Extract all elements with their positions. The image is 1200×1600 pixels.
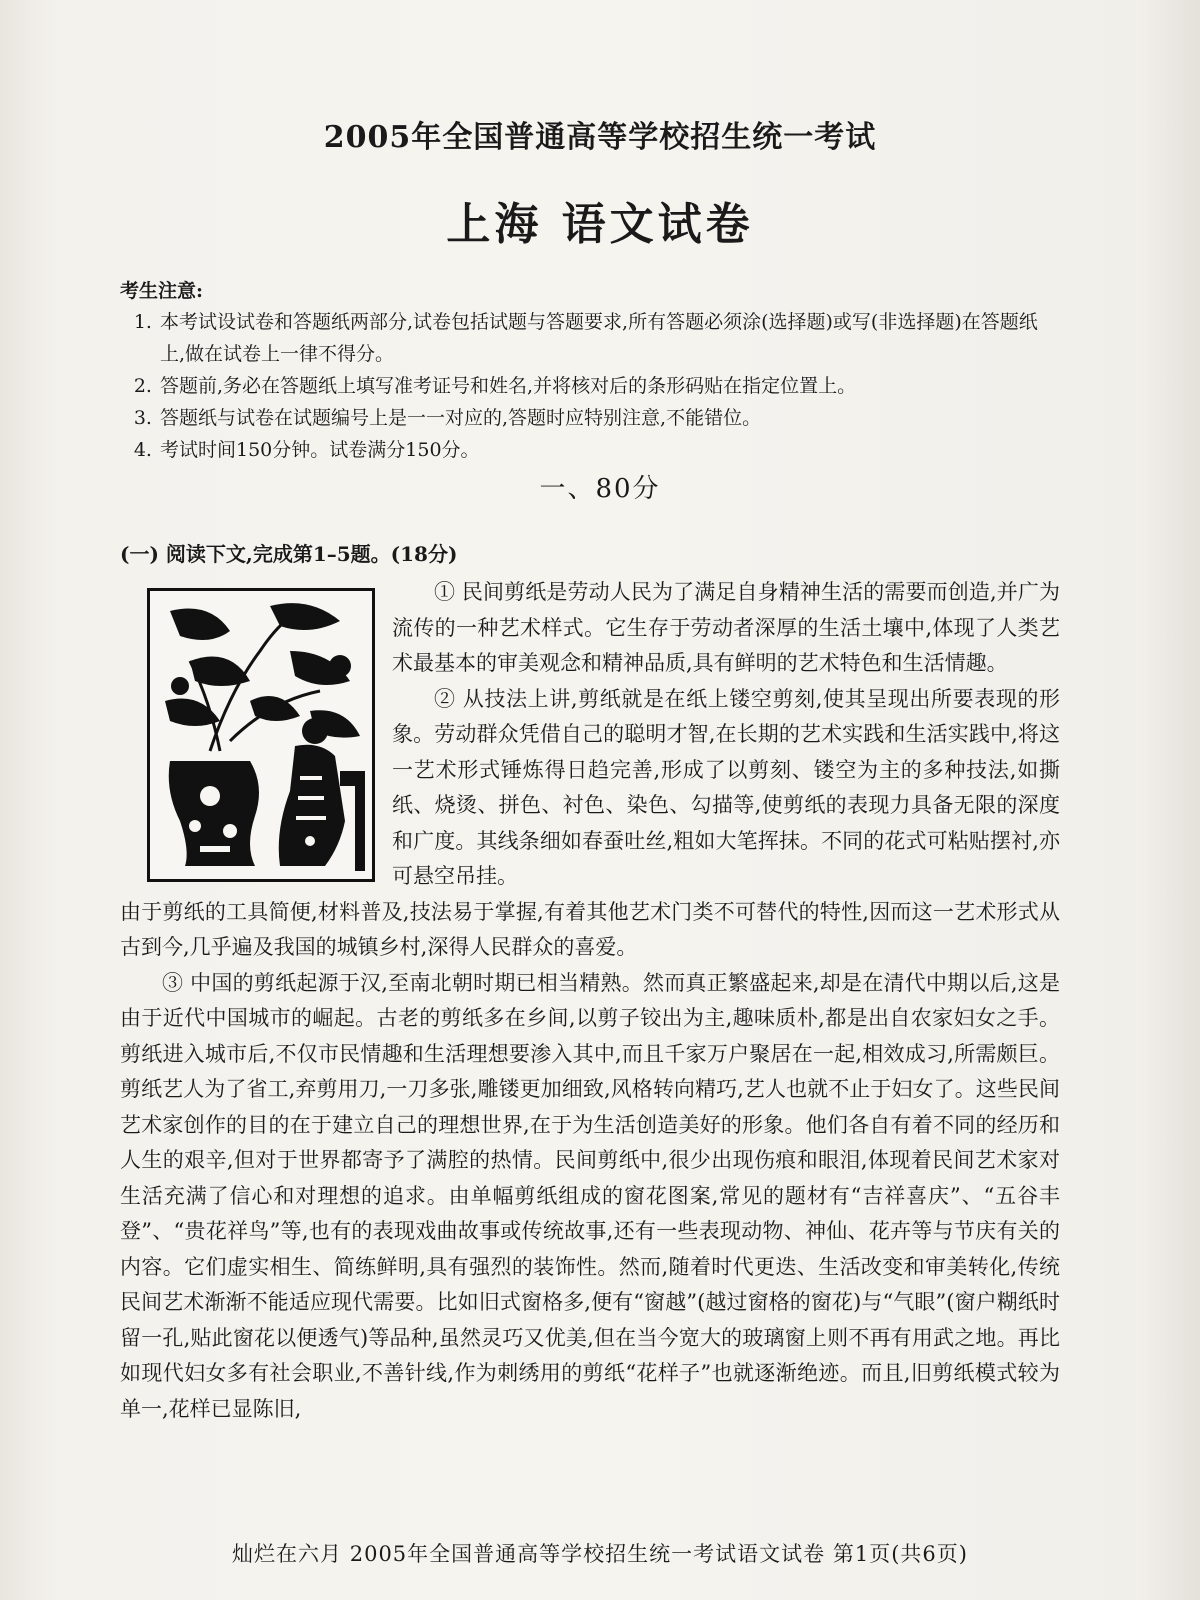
passage-wrap-block	[392, 575, 1060, 895]
notice-block	[120, 284, 1050, 466]
notice-heading: 考生注意:	[120, 280, 204, 302]
reading-passage	[120, 575, 1060, 1427]
passage-paragraph-1: ① 民间剪纸是劳动人民为了满足自身精神生活的需要而创造,并广为流传的一种艺术样式。它生存于劳动者深厚的生活土壤中,体现了人类艺术最基本的审美观念和精神品质,具有鲜明的艺术特色和生活情趣。	[392, 580, 1060, 675]
notice-item: 2. 答题前,务必在答题纸上填写准考证号和姓名,并将核对后的条形码贴在指定位置上。	[158, 370, 1050, 402]
passage-paragraph-2-continued: 由于剪纸的工具简便,材料普及,技法易于掌握,有着其他艺术门类不可替代的特性,因而这一艺术形式从古到今,几乎遍及我国的城镇乡村,深得人民群众的喜爱。	[120, 899, 1060, 959]
page-footer: 灿烂在六月 2005年全国普通高等学校招生统一考试语文试卷 第1页(共6页)	[232, 1542, 968, 1566]
passage-paragraph-3: ③ 中国的剪纸起源于汉,至南北朝时期已相当精熟。然而真正繁盛起来,却是在清代中期以后,这是由于近代中国城市的崛起。古老的剪纸多在乡间,以剪子铰出为主,趣味质朴,都是出自农家妇女之手。剪纸进入城市后,不仅市民情趣和生活理想要渗入其中,而且千家万户聚居在一起,相效成习,所需颇巨。剪纸艺人为了省工,弃剪用刀,一刀多张,雕镂更加细致,风格转向精巧,艺人也就不止于妇女了。这些民间艺术家创作的目的在于建立自己的理想世界,在于为生活创造美好的形象。他们各自有着不同的经历和人生的艰辛,但对于世界都寄予了满腔的热情。民间剪纸中,很少出现伤痕和眼泪,体现着民间艺术家对生活充满了信心和对理想的追求。由单幅剪纸组成的窗花图案,常见的题材有“吉祥喜庆”、“五谷丰登”、“贵花祥鸟”等,也有的表现戏曲故事或传统故事,还有一些表现动物、神仙、花卉等与节庆有关的内容。它们虚实相生、简练鲜明,具有强烈的装饰性。然而,随着时代更迭、生活改变和审美转化,传统民间艺术渐渐不能适应现代需要。比如旧式窗格多,便有“窗越”(越过窗格的窗花)与“气眼”(窗户糊纸时留一孔,贴此窗花以便透气)等品种,虽然灵巧又优美,但在当今宽大的玻璃窗上则不再有用武之地。再比如现代妇女多有社会职业,不善针线,作为刺绣用的剪纸“花样子”也就逐渐绝迹。而且,旧剪纸模式较为单一,花样已显陈旧,	[120, 970, 1060, 1421]
exam-subtitle: 上海 语文试卷	[446, 199, 754, 250]
reading-part-heading: (一) 阅读下文,完成第1–5题。(18分)	[120, 542, 458, 566]
notice-item: 4. 考试时间150分钟。试卷满分150分。	[158, 434, 1050, 466]
exam-title: 2005年全国普通高等学校招生统一考试	[323, 120, 877, 155]
notice-list	[120, 306, 1050, 466]
section-heading: 一、80分	[539, 474, 661, 504]
notice-item: 3. 答题纸与试卷在试题编号上是一一对应的,答题时应特别注意,不能错位。	[158, 402, 1050, 434]
passage-paragraph-2: ② 从技法上讲,剪纸就是在纸上镂空剪刻,使其呈现出所要表现的形象。劳动群众凭借自己的聪明才智,在长期的艺术实践和生活实践中,将这一艺术形式锤炼得日趋完善,形成了以剪刻、镂空为主的多种技法,如撕纸、烧烫、拼色、衬色、染色、勾描等,使剪纸的表现力具备无限的深度和广度。其线条细如春蚕吐丝,粗如大笔挥抹。不同的花式可粘贴摆衬,亦可悬空吊挂。	[392, 686, 1060, 888]
notice-item: 1. 本考试设试卷和答题纸两部分,试卷包括试题与答题要求,所有答题必须涂(选择题)或写(非选择题)在答题纸上,做在试卷上一律不得分。	[158, 306, 1050, 370]
